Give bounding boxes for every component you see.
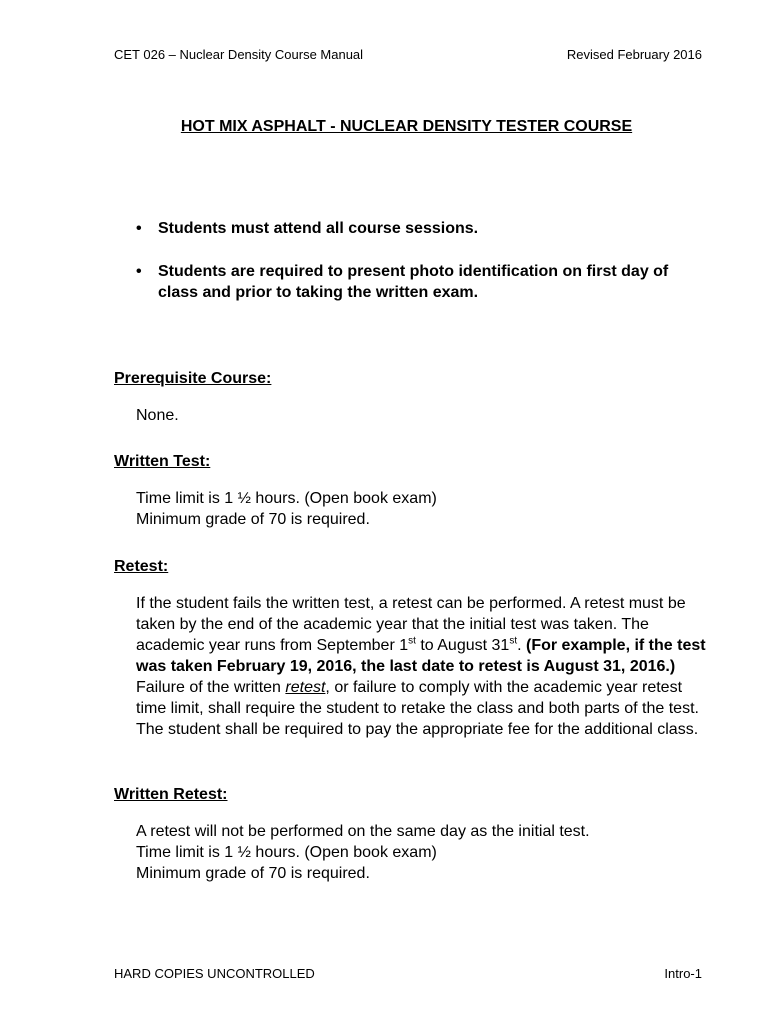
retest-text: Failure of the written [136,679,286,696]
requirements-list [136,218,710,325]
written-retest-section [114,784,710,884]
written-retest-line: Time limit is 1 ½ hours. (Open book exam) [136,844,437,861]
written-test-body [114,488,710,530]
written-test-heading: Written Test: [114,453,211,470]
written-test-line: Time limit is 1 ½ hours. (Open book exam) [136,490,437,507]
written-retest-heading: Written Retest: [114,786,228,803]
written-retest-line: Minimum grade of 70 is required. [136,865,370,882]
retest-text: If the student fails the written test, a retest can be performed. A retest must be taken by the end of the academic year that the initial test was taken. The academic year runs from September 1 [136,595,686,654]
prerequisite-text: None. [136,407,179,424]
written-retest-line: A retest will not be performed on the same day as the initial test. [136,823,590,840]
written-test-section [114,451,710,530]
prerequisite-section [114,368,710,426]
retest-heading: Retest: [114,558,169,575]
retest-paragraph [114,593,710,740]
retest-text: . [517,637,526,654]
superscript: st [509,635,518,647]
page-title: HOT MIX ASPHALT - NUCLEAR DENSITY TESTER COURSE [180,118,633,135]
written-retest-body [114,821,710,884]
superscript: st [408,635,416,647]
header-right: Revised February 2016 [566,47,702,62]
retest-text: , or failure to comply with the academic year retest time limit, shall require the student to retake the class and both parts of the test. The student shall be required to pay the appropriate fee for the additional class. [136,679,699,738]
header-left: CET 026 – Nuclear Density Course Manual [114,47,364,62]
retest-example: (For example, if the test was taken February 19, 2016, the last date to retest is August 31, 2016.) [136,637,706,675]
page-header [114,47,702,62]
footer-left: HARD COPIES UNCONTROLLED [114,966,315,981]
page-footer [114,966,702,981]
page-number: Intro-1 [664,966,702,981]
list-item: • Students must attend all course sessions. [136,218,710,239]
prerequisite-heading: Prerequisite Course: [114,370,272,387]
retest-emphasis: retest [285,679,326,696]
retest-section [114,556,710,740]
retest-text: to August 31 [415,637,510,654]
list-item: • Students are required to present photo identification on first day of class and prior to taking the written exam. [136,261,710,303]
written-test-line: Minimum grade of 70 is required. [136,511,370,528]
